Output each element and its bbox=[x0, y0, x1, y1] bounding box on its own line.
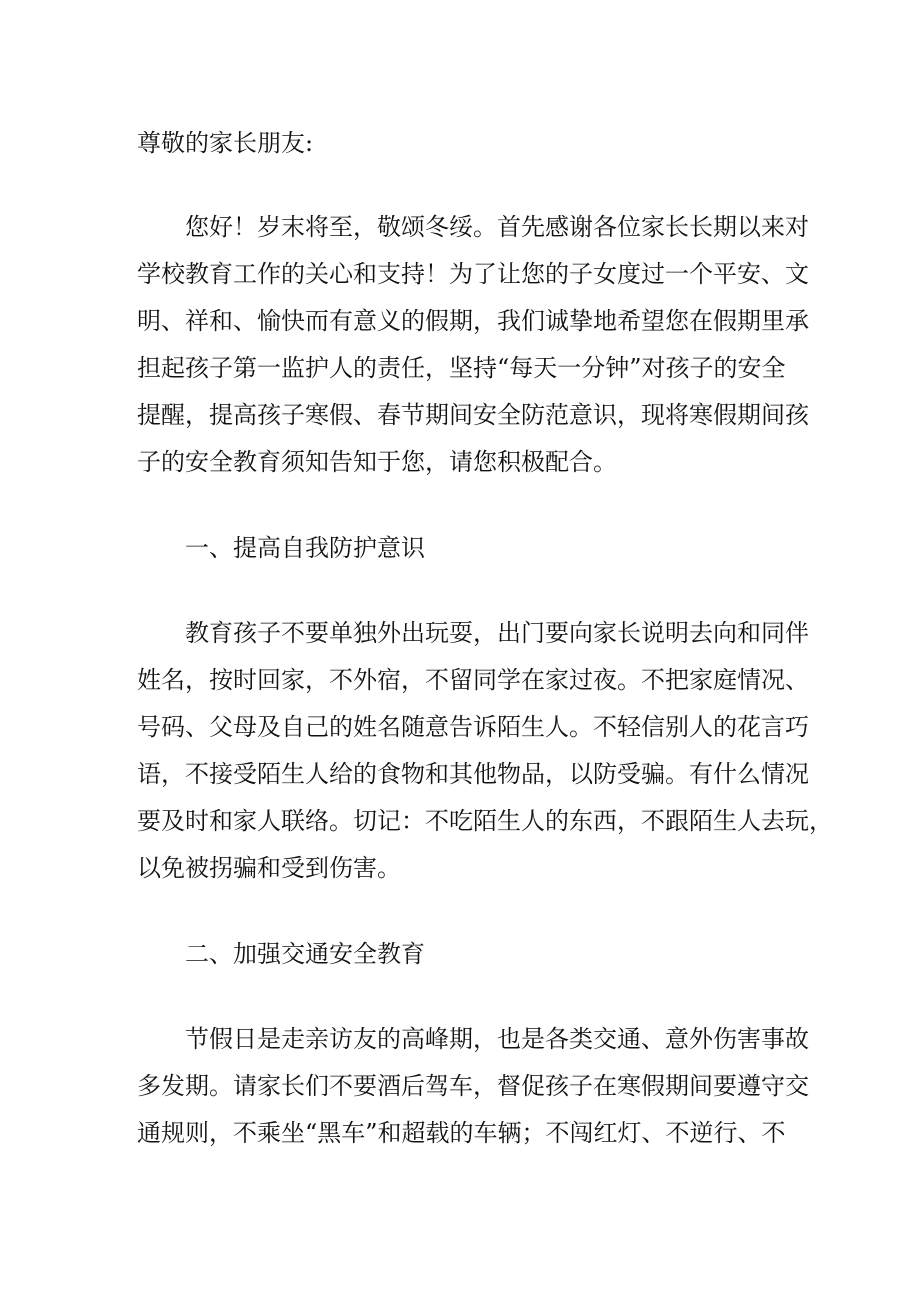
intro-line: 明、祥和、愉快而有意义的假期，我们诚挚地希望您在假期里承 bbox=[137, 307, 809, 335]
salutation bbox=[137, 120, 797, 167]
section-2-line: 通规则，不乘坐“黑车”和超载的车辆；不闯红灯、不逆行、不 bbox=[137, 1119, 786, 1147]
section-heading-2-line: 二、加强交通安全教育 bbox=[137, 940, 425, 968]
intro-line: 担起孩子第一监护人的责任，坚持“每天一分钟”对孩子的安全 bbox=[137, 354, 786, 382]
intro-paragraph bbox=[137, 204, 809, 486]
intro-line: 学校教育工作的关心和支持！为了让您的子女度过一个平安、文 bbox=[137, 260, 809, 288]
section-paragraph-1 bbox=[137, 610, 833, 892]
section-heading-1-line: 一、提高自我防护意识 bbox=[137, 534, 425, 562]
section-1-line: 要及时和家人联络。切记：不吃陌生人的东西，不跟陌生人去玩， bbox=[137, 807, 833, 835]
section-heading-2 bbox=[137, 931, 797, 978]
salutation-line: 尊敬的家长朋友: bbox=[137, 129, 314, 157]
section-1-line: 语，不接受陌生人给的食物和其他物品，以防受骗。有什么情况 bbox=[137, 760, 809, 788]
section-paragraph-2 bbox=[137, 1016, 809, 1157]
section-1-line: 姓名，按时回家，不外宿，不留同学在家过夜。不把家庭情况、 bbox=[137, 666, 809, 694]
intro-line: 子的安全教育须知告知于您，请您积极配合。 bbox=[137, 448, 617, 476]
intro-line: 提醒，提高孩子寒假、春节期间安全防范意识，现将寒假期间孩 bbox=[137, 401, 809, 429]
section-1-line: 教育孩子不要单独外出玩耍，出门要向家长说明去向和同伴 bbox=[137, 619, 809, 647]
section-heading-1 bbox=[137, 525, 797, 572]
section-2-line: 节假日是走亲访友的高峰期，也是各类交通、意外伤害事故 bbox=[137, 1025, 809, 1053]
section-1-line: 以免被拐骗和受到伤害。 bbox=[137, 854, 401, 882]
intro-line: 您好！岁末将至，敬颂冬绥。首先感谢各位家长长期以来对 bbox=[137, 213, 809, 241]
section-1-line: 号码、父母及自己的姓名随意告诉陌生人。不轻信别人的花言巧 bbox=[137, 713, 809, 741]
section-2-line: 多发期。请家长们不要酒后驾车，督促孩子在寒假期间要遵守交 bbox=[137, 1072, 809, 1100]
